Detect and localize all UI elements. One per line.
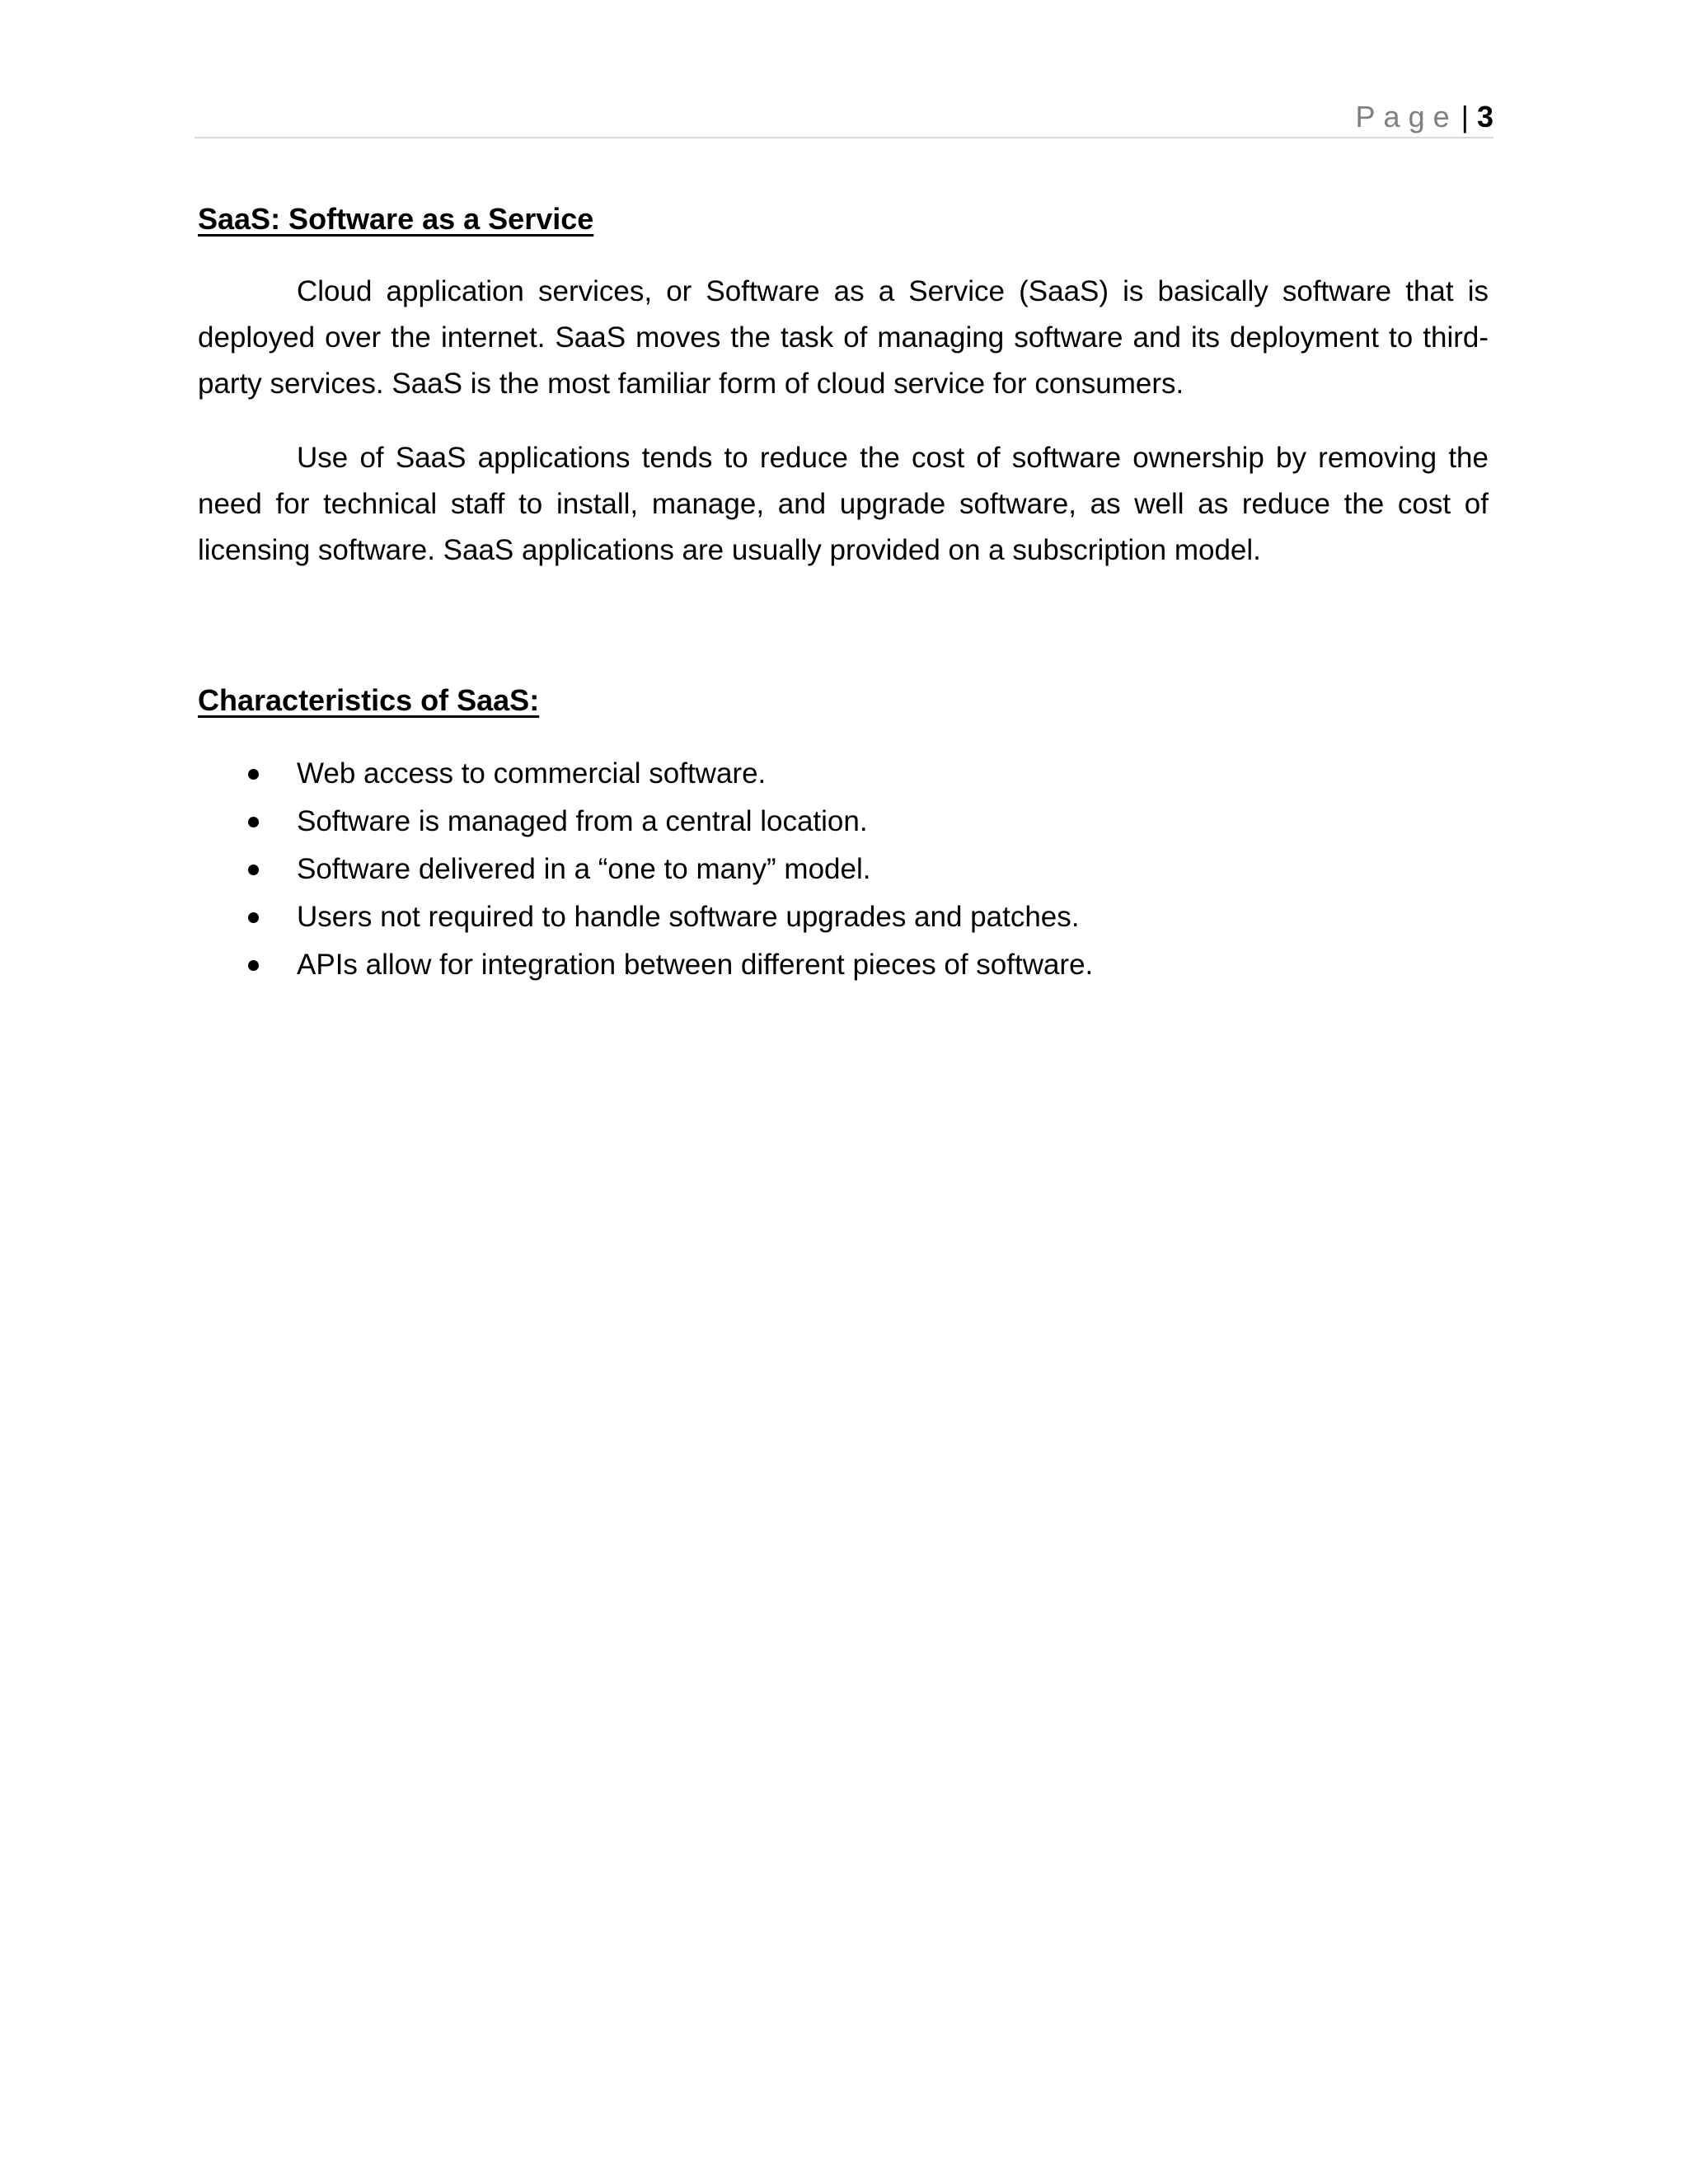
list-item [198,798,1489,846]
bullet-icon [248,865,259,875]
section-heading-characteristics: Characteristics of SaaS: [198,683,540,717]
bullet-icon [248,912,259,923]
list-item [198,846,1489,893]
bullet-icon [248,960,259,971]
list-item-text: APIs allow for integration between different pieces of software. [297,949,1094,981]
bullet-icon [248,769,259,780]
list-item-text: Web access to commercial software. [297,757,767,790]
page-content [198,198,1489,989]
list-item-text: Software delivered in a “one to many” model. [297,853,871,885]
list-item [198,941,1489,989]
page-separator: | [1461,100,1469,134]
paragraph-saas-benefits: Use of SaaS applications tends to reduce the cost of software ownership by removing the need for technical staff to install, manage, and upgrade software, as well as reduce the cost of licensing software. SaaS applications are usually provided on a subscription model. [198,442,1489,566]
characteristics-list [198,750,1489,989]
page-header [195,97,1493,138]
paragraph-saas-definition: Cloud application services, or Software as a Service (SaaS) is basically software that is deployed over the internet. SaaS moves the task of managing software and its deployment to third-party services. SaaS is the most familiar form of cloud service for consumers. [198,275,1489,400]
section-spacer [198,574,1489,679]
page-number: 3 [1476,100,1493,134]
section-heading-saas: SaaS: Software as a Service [198,202,594,236]
bullet-icon [248,817,259,827]
list-item-text: Users not required to handle software upgrades and patches. [297,901,1080,933]
list-item-text: Software is managed from a central location. [297,805,868,837]
list-item [198,893,1489,941]
list-item [198,750,1489,798]
page-label: Page [1355,100,1458,134]
page-number-label [1356,97,1493,137]
